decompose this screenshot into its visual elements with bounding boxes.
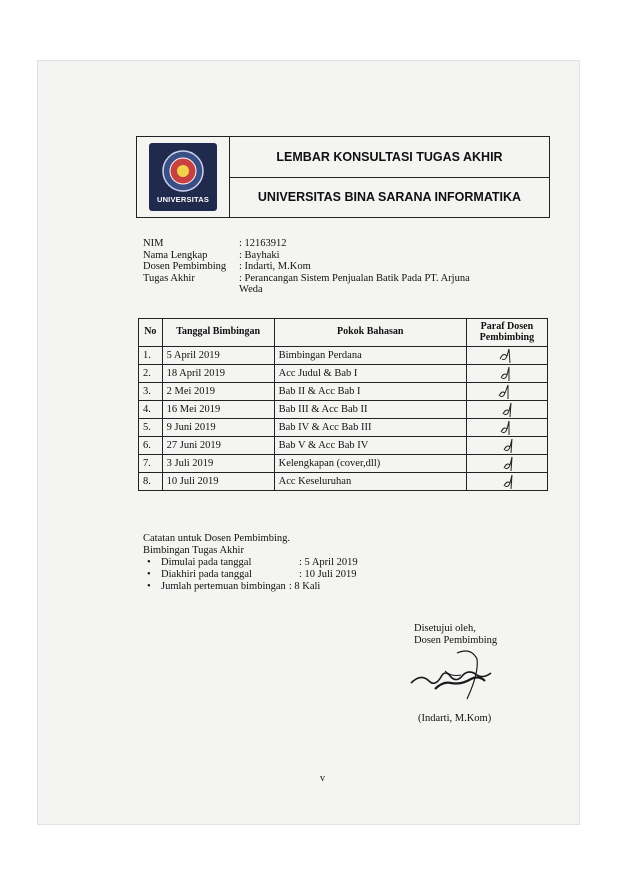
row-number: 2. [139, 365, 163, 383]
info-value: : 12163912 [239, 238, 287, 249]
row-topic: Bab V & Acc Bab IV [274, 437, 466, 455]
university-name: UNIVERSITAS BINA SARANA INFORMATIKA [230, 177, 549, 218]
table-row [139, 347, 548, 365]
note-label: Dimulai pada tanggal [161, 557, 252, 568]
note-value: : 10 Juli 2019 [299, 569, 357, 580]
row-number: 3. [139, 383, 163, 401]
bullet-icon: • [147, 557, 151, 568]
row-number: 1. [139, 347, 163, 365]
table-row [139, 437, 548, 455]
column-header-topic: Pokok Bahasan [274, 319, 466, 347]
note-label: Jumlah pertemuan bimbingan [161, 581, 286, 592]
paraf-signature-icon [496, 474, 518, 490]
row-date: 10 Juli 2019 [162, 473, 274, 491]
table-row [139, 419, 548, 437]
info-label: Tugas Akhir [143, 272, 195, 284]
document-title: LEMBAR KONSULTASI TUGAS AKHIR [276, 149, 503, 164]
row-date: 5 April 2019 [162, 347, 274, 365]
row-number: 7. [139, 455, 163, 473]
info-value: : Indarti, M.Kom [239, 261, 311, 272]
row-topic: Acc Keseluruhan [274, 473, 466, 491]
notes-subheading: Bimbingan Tugas Akhir [143, 545, 244, 556]
row-date: 18 April 2019 [162, 365, 274, 383]
row-signature [466, 437, 547, 455]
column-header-date: Tanggal Bimbingan [162, 319, 274, 347]
approval-block [414, 623, 497, 647]
paraf-signature-icon [496, 384, 518, 400]
row-date: 9 Juni 2019 [162, 419, 274, 437]
row-topic: Bab II & Acc Bab I [274, 383, 466, 401]
table-row [139, 383, 548, 401]
column-header-signature: Paraf Dosen Pembimbing [466, 319, 547, 347]
paraf-signature-icon [496, 438, 518, 454]
signer-name: (Indarti, M.Kom) [418, 713, 492, 724]
supervisor-notes [143, 533, 358, 593]
list-item [143, 569, 358, 581]
column-header-no: No [139, 319, 163, 347]
row-date: 16 Mei 2019 [162, 401, 274, 419]
row-topic: Bab III & Acc Bab II [274, 401, 466, 419]
info-label: NIM [143, 238, 164, 249]
row-topic: Bab IV & Acc Bab III [274, 419, 466, 437]
paraf-signature-icon [496, 366, 518, 382]
table-header-row [139, 319, 548, 347]
row-signature [466, 419, 547, 437]
logo-cell [137, 137, 230, 217]
notes-list [143, 557, 358, 593]
approval-role: Dosen Pembimbing [414, 635, 498, 646]
row-signature [466, 365, 547, 383]
student-info [143, 238, 489, 296]
info-value: : Perancangan Sistem Penjualan Batik Pada PT. Arjuna Weda [239, 272, 470, 295]
note-value: : 5 April 2019 [299, 557, 358, 568]
note-value: : 8 Kali [288, 581, 321, 592]
info-row-supervisor [143, 261, 489, 273]
paraf-signature-icon [496, 348, 518, 364]
row-signature [466, 473, 547, 491]
university-seal-icon [161, 149, 205, 193]
info-row-thesis [143, 273, 489, 296]
row-signature [466, 383, 547, 401]
consultation-table [138, 318, 548, 491]
paraf-signature-icon [496, 402, 518, 418]
row-date: 27 Juni 2019 [162, 437, 274, 455]
paraf-signature-icon [496, 456, 518, 472]
page-number: v [320, 773, 325, 784]
university-logo [149, 143, 217, 211]
list-item [143, 557, 358, 569]
approval-line: Disetujui oleh, [414, 623, 476, 634]
row-number: 6. [139, 437, 163, 455]
row-date: 3 Juli 2019 [162, 455, 274, 473]
table-row [139, 473, 548, 491]
table-row [139, 401, 548, 419]
logo-caption: UNIVERSITAS [156, 195, 210, 204]
note-label: Diakhiri pada tanggal [161, 569, 252, 580]
row-signature [466, 347, 547, 365]
row-signature [466, 455, 547, 473]
notes-heading: Catatan untuk Dosen Pembimbing. [143, 533, 290, 544]
row-number: 8. [139, 473, 163, 491]
bullet-icon: • [147, 581, 151, 592]
row-topic: Bimbingan Perdana [274, 347, 466, 365]
info-value: : Bayhaki [239, 249, 280, 261]
row-date: 2 Mei 2019 [162, 383, 274, 401]
info-label: Nama Lengkap [143, 249, 208, 261]
row-number: 5. [139, 419, 163, 437]
info-row-nim [143, 238, 489, 250]
supervisor-signature-icon [405, 645, 505, 705]
row-topic: Acc Judul & Bab I [274, 365, 466, 383]
title-cell [230, 137, 549, 217]
info-label: Dosen Pembimbing [143, 261, 227, 272]
paraf-signature-icon [496, 420, 518, 436]
row-signature [466, 401, 547, 419]
row-topic: Kelengkapan (cover,dll) [274, 455, 466, 473]
row-number: 4. [139, 401, 163, 419]
info-row-name [143, 250, 489, 262]
table-row [139, 365, 548, 383]
list-item [143, 581, 358, 593]
document-header [136, 136, 550, 218]
table-row [139, 455, 548, 473]
bullet-icon: • [147, 569, 151, 580]
